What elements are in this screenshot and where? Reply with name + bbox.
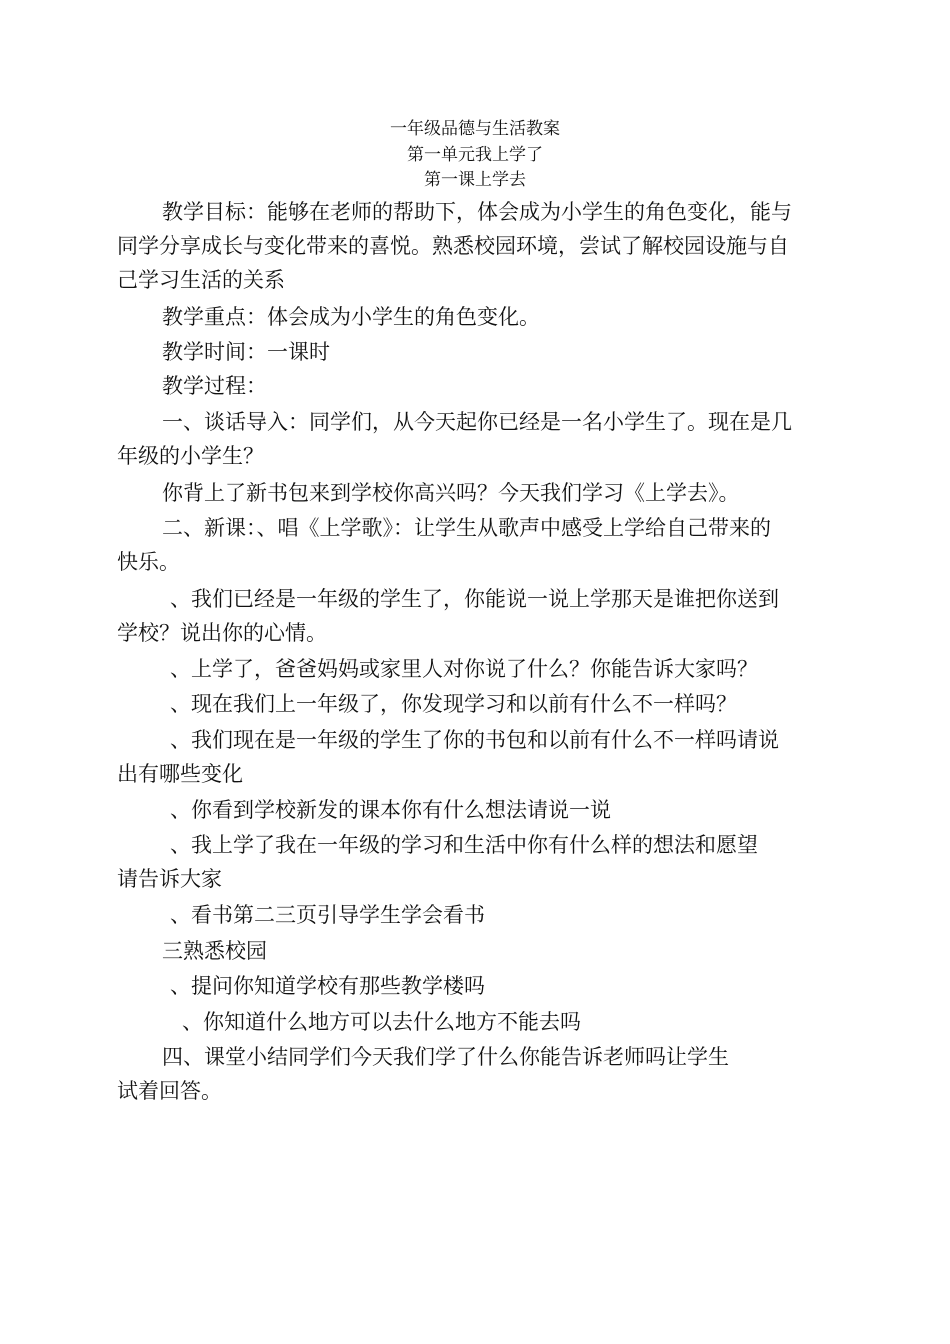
body-line: 、看书第二三页引导学生学会看书: [170, 903, 485, 927]
lesson-title: 第一课上学去: [424, 170, 526, 190]
doc-title: 一年级品德与生活教案: [390, 119, 560, 139]
body-line: 你背上了新书包来到学校你高兴吗？今天我们学习《上学去》。: [162, 481, 740, 505]
body-line: 、你看到学校新发的课本你有什么想法请说一说: [170, 798, 611, 822]
body-line: 、上学了，爸爸妈妈或家里人对你说了什么？你能告诉大家吗？: [170, 657, 758, 681]
body-line: 快乐。: [117, 550, 180, 574]
body-line: 学校？说出你的心情。: [117, 621, 327, 645]
body-line: 出有哪些变化: [117, 762, 243, 786]
body-line: 教学过程：: [162, 374, 267, 398]
body-line: 三熟悉校园: [162, 939, 267, 963]
body-line: 教学时间：一课时: [162, 340, 330, 364]
body-line: 、我上学了我在一年级的学习和生活中你有什么样的想法和愿望: [170, 833, 758, 857]
body-line: 、现在我们上一年级了，你发现学习和以前有什么不一样吗？: [170, 692, 737, 716]
body-line: 、你知道什么地方可以去什么地方不能去吗: [182, 1010, 581, 1034]
body-line: 、我们现在是一年级的学生了你的书包和以前有什么不一样吗请说: [170, 728, 779, 752]
body-line: 、我们已经是一年级的学生了，你能说一说上学那天是谁把你送到: [170, 587, 779, 611]
body-line: 二、新课：、唱《上学歌》：让学生从歌声中感受上学给自己带来的: [162, 516, 771, 540]
body-line: 、提问你知道学校有那些教学楼吗: [170, 974, 485, 998]
body-line: 一、谈话导入：同学们，从今天起你已经是一名小学生了。现在是几: [162, 410, 792, 434]
body-line: 请告诉大家: [117, 867, 222, 891]
body-line: 试着回答。: [117, 1079, 222, 1103]
body-line: 同学分享成长与变化带来的喜悦。熟悉校园环境，尝试了解校园设施与自: [117, 234, 789, 258]
body-line: 教学重点：体会成为小学生的角色变化。: [162, 305, 540, 329]
body-line: 年级的小学生？: [117, 444, 264, 468]
body-line: 己学习生活的关系: [117, 268, 285, 292]
body-line: 四、课堂小结同学们今天我们学了什么你能告诉老师吗让学生: [162, 1045, 729, 1069]
body-line: 教学目标：能够在老师的帮助下，体会成为小学生的角色变化，能与: [162, 200, 792, 224]
unit-title: 第一单元我上学了: [407, 145, 543, 165]
